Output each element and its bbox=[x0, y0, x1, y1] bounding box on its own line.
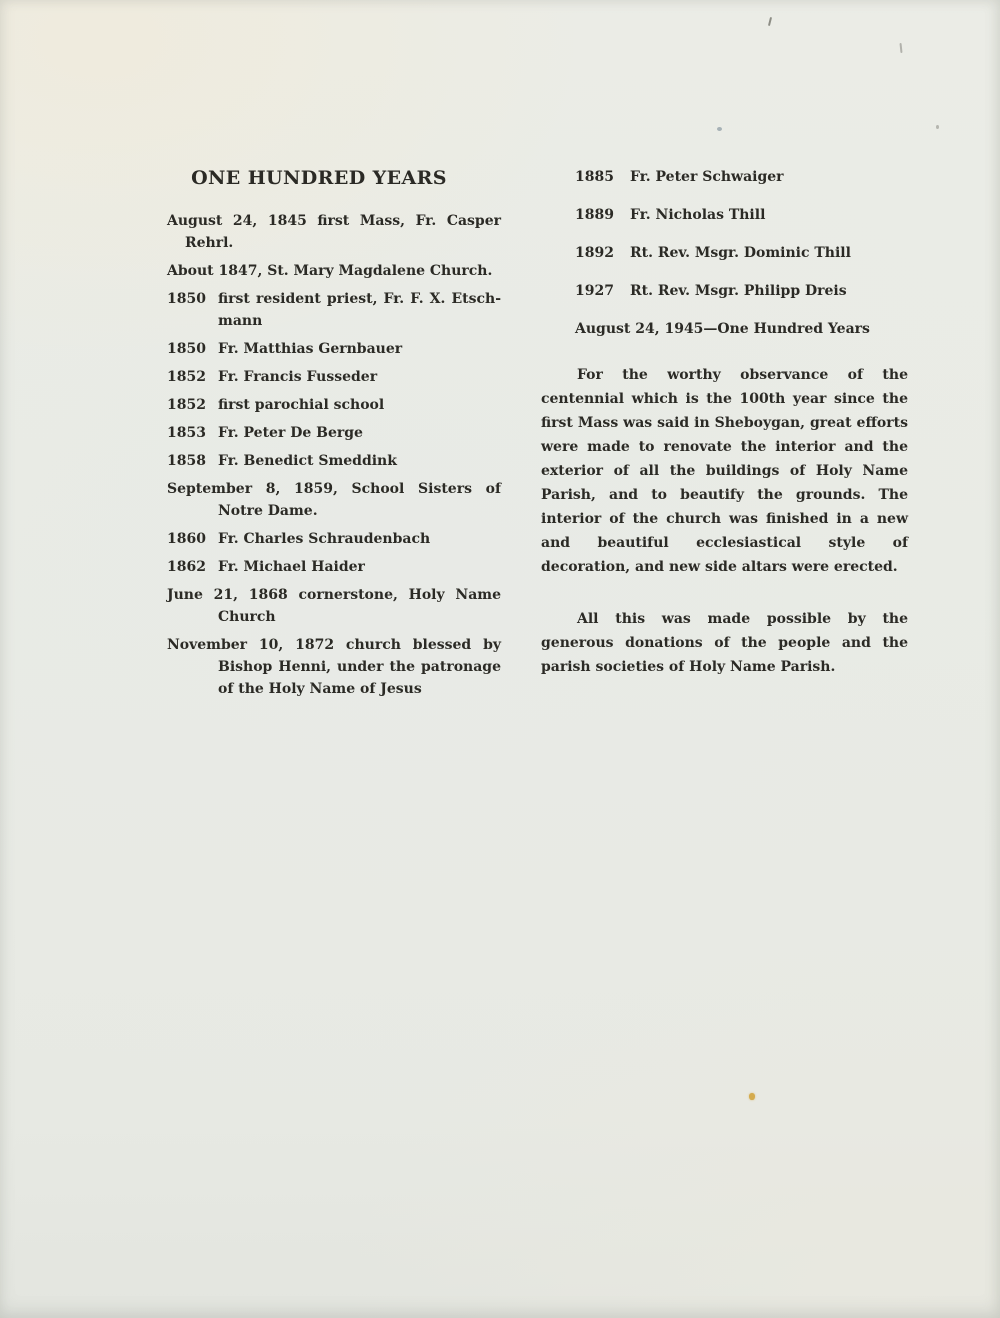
scan-speck bbox=[768, 17, 772, 26]
entry-year: 1892 bbox=[575, 245, 614, 261]
entry-text: first parochial school bbox=[218, 397, 385, 413]
entry-text: Fr. Benedict Smeddink bbox=[218, 453, 397, 469]
timeline-entry bbox=[167, 422, 501, 444]
timeline-entry bbox=[167, 288, 501, 332]
timeline-entry bbox=[167, 528, 501, 550]
timeline-entry bbox=[575, 280, 908, 302]
entry-year: 1853 bbox=[167, 425, 206, 441]
timeline-entry bbox=[167, 478, 501, 522]
entry-year: 1852 bbox=[167, 369, 206, 385]
paragraph: All this was made possible by the generous donations of the people and the parish societies of Holy Name Parish. bbox=[541, 611, 908, 675]
timeline-entry bbox=[575, 318, 908, 340]
right-column bbox=[541, 166, 908, 707]
entry-text: Rt. Rev. Msgr. Dominic Thill bbox=[630, 245, 851, 261]
timeline-entry bbox=[575, 242, 908, 264]
entry-year: 1850 bbox=[167, 341, 206, 357]
paragraph: For the worthy observance of the centennial which is the 100th year since the first Mass was said in Sheboygan, great efforts were made to renovate the interior and the exterior of all the buildings of Holy Name Parish, and to beautify the grounds. The interior of the church was finished in a new and beautiful ecclesiastical style of decoration, and new side altars were erected. bbox=[541, 367, 908, 575]
timeline-entry bbox=[167, 210, 501, 254]
entry-year: 1862 bbox=[167, 559, 206, 575]
entry-year: 1850 bbox=[167, 291, 206, 307]
timeline-left bbox=[167, 210, 501, 700]
timeline-entry bbox=[575, 166, 908, 188]
entry-text: Fr. Matthias Gernbauer bbox=[218, 341, 403, 357]
entry-year: 1885 bbox=[575, 169, 614, 185]
entry-year: 1858 bbox=[167, 453, 206, 469]
entry-text: Fr. Charles Schraudenbach bbox=[218, 531, 431, 547]
entry-year: 1852 bbox=[167, 397, 206, 413]
left-column bbox=[167, 166, 501, 706]
entry-text: Fr. Francis Fusseder bbox=[218, 369, 378, 385]
entry-text: Fr. Peter Schwaiger bbox=[630, 169, 784, 185]
entry-text: Rt. Rev. Msgr. Philipp Dreis bbox=[630, 283, 847, 299]
entry-year: 1889 bbox=[575, 207, 614, 223]
timeline-entry bbox=[167, 634, 501, 700]
entry-text: Fr. Nicholas Thill bbox=[630, 207, 766, 223]
scan-speck bbox=[936, 125, 939, 129]
entry-text: Fr. Michael Haider bbox=[218, 559, 365, 575]
scan-speck bbox=[717, 127, 722, 131]
timeline-entry bbox=[167, 338, 501, 360]
timeline-entry bbox=[167, 260, 501, 282]
entry-text: August 24, 1945—One Hundred Years bbox=[575, 321, 870, 337]
timeline-entry bbox=[167, 450, 501, 472]
scan-speck bbox=[899, 43, 902, 53]
scan-speck bbox=[749, 1093, 755, 1100]
entry-text: June 21, 1868 cornerstone, Holy Name Church bbox=[167, 587, 501, 625]
entry-year: 1860 bbox=[167, 531, 206, 547]
entry-text: About 1847, St. Mary Magdalene Church. bbox=[167, 263, 493, 279]
timeline-entry bbox=[167, 394, 501, 416]
entry-text: first resident priest, Fr. F. X. Etschmann bbox=[218, 291, 501, 329]
entry-text: November 10, 1872 church blessed by Bishop Henni, under the patronage of the Holy Name of Jesus bbox=[167, 637, 501, 697]
timeline-entry bbox=[167, 556, 501, 578]
entry-text: Fr. Peter De Berge bbox=[218, 425, 363, 441]
timeline-entry bbox=[167, 584, 501, 628]
body-text bbox=[541, 363, 908, 679]
timeline-entry bbox=[575, 204, 908, 226]
entry-year: 1927 bbox=[575, 283, 614, 299]
page-title: ONE HUNDRED YEARS bbox=[191, 167, 447, 189]
entry-text: September 8, 1859, School Sisters of Notre Dame. bbox=[167, 481, 501, 519]
timeline-right bbox=[575, 166, 908, 340]
entry-text: August 24, 1845 first Mass, Fr. Casper Rehrl. bbox=[167, 213, 501, 251]
timeline-entry bbox=[167, 366, 501, 388]
